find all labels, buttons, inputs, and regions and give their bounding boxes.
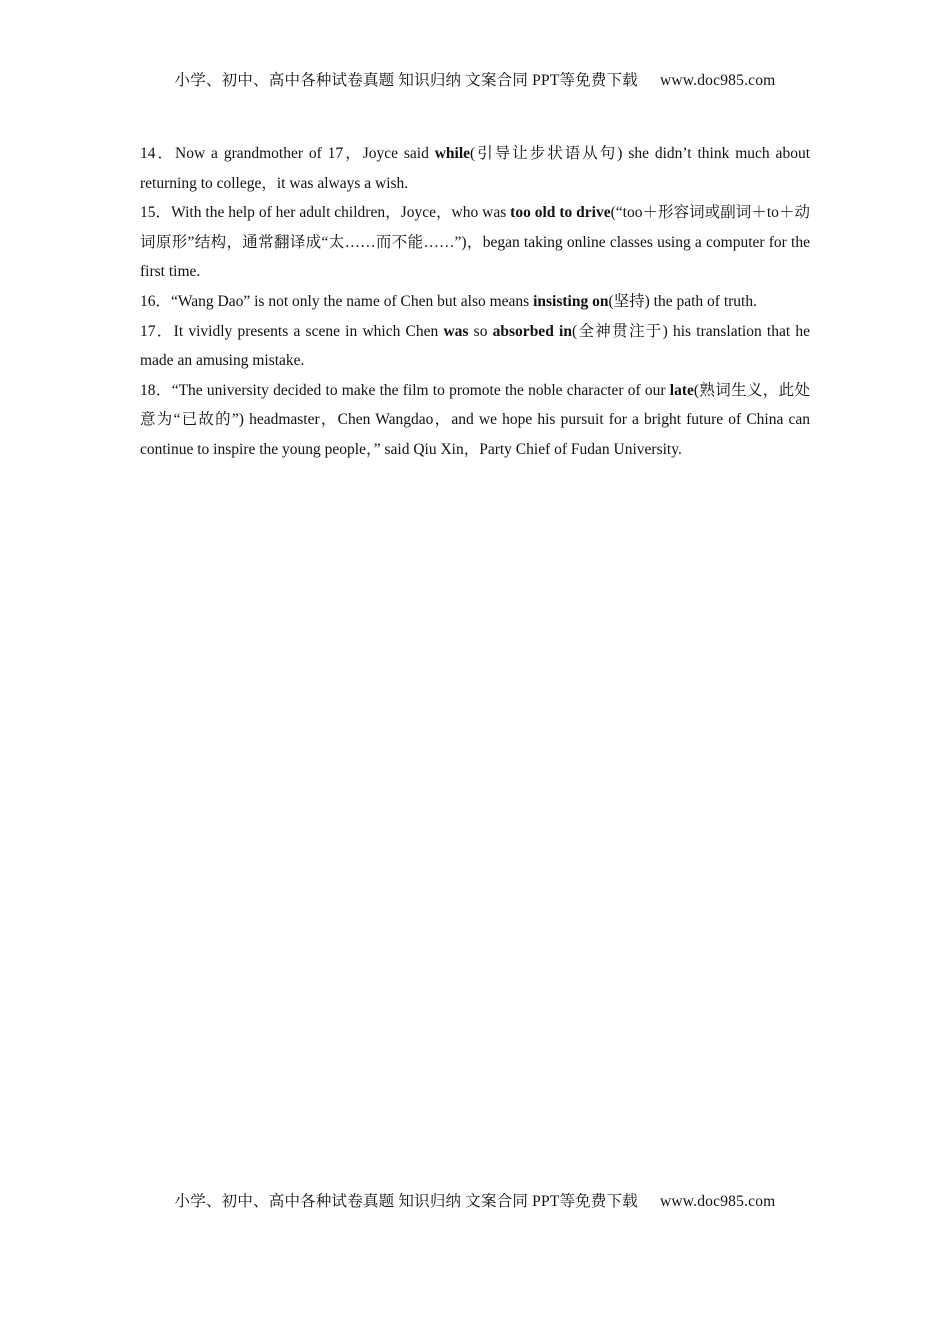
item-text: (熟词生义，此处意为“已故的”) headmaster，Chen Wangdao，and we hope his pursuit for a bright future of China can continue to inspire the young people，” said Qiu Xin，Party Chief of Fudan University. <box>140 381 810 458</box>
exercise-item-17 <box>140 317 810 376</box>
item-text: With the help of her adult children，Joyce，who was <box>171 204 511 222</box>
item-text: “Wang Dao” is not only the name of Chen but also means <box>171 292 534 310</box>
item-number: 16． <box>140 292 172 310</box>
exercise-item-15 <box>140 198 810 287</box>
exercise-item-18 <box>140 376 810 465</box>
item-text: It vividly presents a scene in which Chen <box>173 322 444 340</box>
exercise-list <box>140 139 810 465</box>
item-text: so <box>468 322 493 340</box>
item-number: 14． <box>140 145 176 162</box>
exercise-item-16 <box>140 287 810 317</box>
item-text: (全神贯注于) his translation that he made an amusing mistake. <box>140 322 810 370</box>
item-text: Now a grandmother of 17，Joyce said <box>175 145 435 162</box>
item-number: 15． <box>140 204 172 222</box>
key-phrase: was <box>443 322 469 340</box>
item-number: 18． <box>140 381 172 399</box>
item-text: (坚持) the path of truth. <box>608 292 757 310</box>
header-text: 小学、初中、高中各种试卷真题 知识归纳 文案合同 PPT等免费下载 <box>174 72 638 89</box>
page-footer <box>0 1189 950 1211</box>
key-phrase: too old to drive <box>510 204 611 222</box>
item-number: 17． <box>140 322 174 340</box>
footer-text: 小学、初中、高中各种试卷真题 知识归纳 文案合同 PPT等免费下载 <box>174 1193 638 1210</box>
key-phrase: insisting on <box>533 292 609 310</box>
key-phrase: while <box>434 145 471 162</box>
page-header <box>0 68 950 90</box>
key-phrase: absorbed in <box>492 322 572 340</box>
key-phrase: late <box>669 381 694 399</box>
exercise-item-14 <box>140 139 810 198</box>
item-text: “The university decided to make the film to promote the noble character of our <box>171 381 670 399</box>
header-site-link[interactable]: www.doc985.com <box>659 72 776 89</box>
footer-site-link[interactable]: www.doc985.com <box>659 1193 776 1210</box>
item-text: (引导让步状语从句) she didn’t think much about returning to college，it was always a wish. <box>140 145 810 192</box>
item-text: (“too＋形容词或副词＋to＋动词原形”结构，通常翻译成“太……而不能……”)，began taking online classes using a computer for the first time. <box>140 204 810 281</box>
